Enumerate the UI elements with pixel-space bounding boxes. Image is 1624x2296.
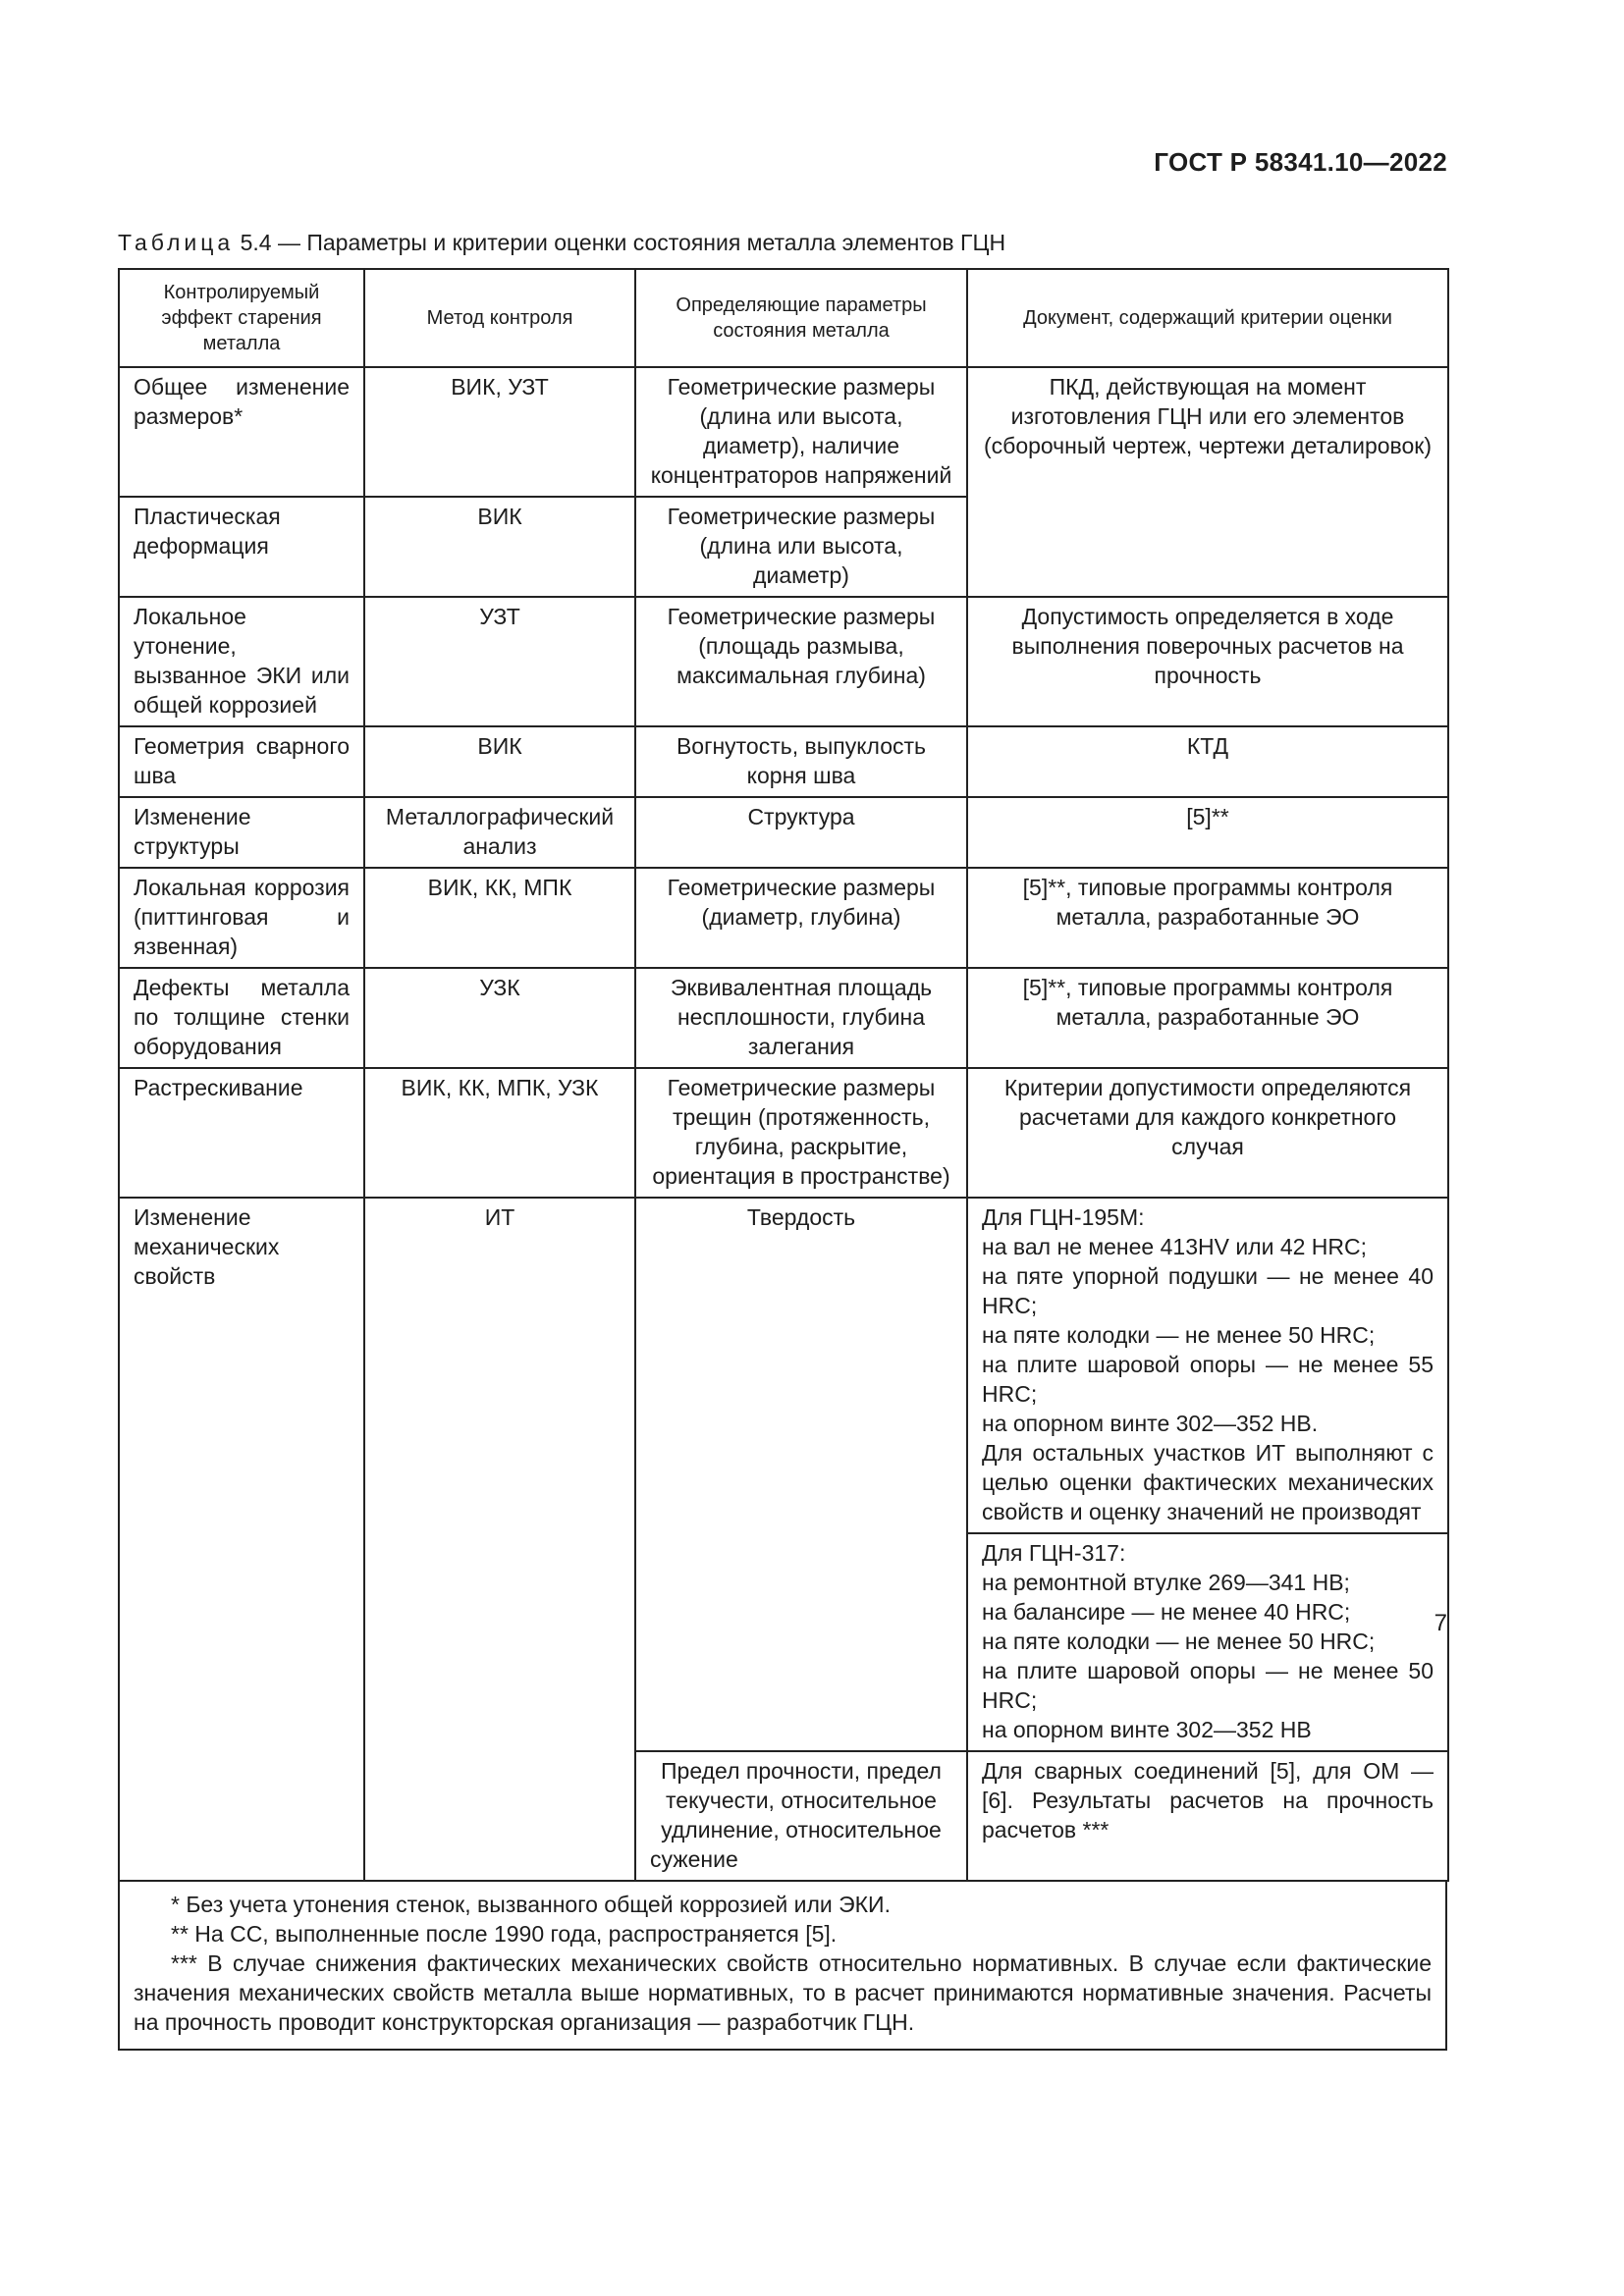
effect-cell: Растрескивание: [119, 1068, 364, 1198]
criteria-table: [118, 268, 1449, 1882]
document-cell: Критерии допустимости определяются расчетами для каждого конкретного случая: [967, 1068, 1448, 1198]
document-cell: [5]**, типовые программы контроля металла, разработанные ЭО: [967, 868, 1448, 968]
effect-cell: Пластическая деформация: [119, 497, 364, 597]
document-cell: [5]**: [967, 797, 1448, 868]
effect-cell: Локальное утонение, вызванное ЭКИ или общей коррозией: [119, 597, 364, 726]
column-header-document: Документ, содержащий критерии оценки: [967, 269, 1448, 367]
params-cell: Геометрические размеры (диаметр, глубина): [635, 868, 967, 968]
params-cell: Эквивалентная площадь несплошности, глубина залегания: [635, 968, 967, 1068]
document-code: ГОСТ Р 58341.10—2022: [1154, 147, 1447, 177]
params-cell-strength: Предел прочности, предел текучести, относительное удлинение, относительное сужение: [635, 1751, 967, 1881]
method-cell: ВИК, КК, МПК: [364, 868, 635, 968]
method-cell: ВИК: [364, 726, 635, 797]
method-cell: УЗТ: [364, 597, 635, 726]
method-cell: ВИК: [364, 497, 635, 597]
table-row: [119, 1198, 1448, 1533]
params-cell: Геометрические размеры (площадь размыва, максимальная глубина): [635, 597, 967, 726]
params-cell: Геометрические размеры (длина или высота, диаметр): [635, 497, 967, 597]
document-cell-gcn-317: Для ГЦН-317: на ремонтной втулке 269—341 НВ; на балансире — не менее 40 HRC; на пяте колодки — не менее 50 HRC; на плите шаровой опоры — не менее 50 HRC; на опорном винте 302—352 НВ: [967, 1533, 1448, 1751]
effect-cell: Изменение механических свойств: [119, 1198, 364, 1881]
column-header-effect: Контролируемый эффект старения металла: [119, 269, 364, 367]
params-cell: Вогнутость, выпуклость корня шва: [635, 726, 967, 797]
table-row: [119, 726, 1448, 797]
table-row: [119, 1068, 1448, 1198]
effect-cell: Локальная коррозия (питтинговая и язвенная): [119, 868, 364, 968]
document-cell-welds: Для сварных соединений [5], для ОМ — [6]. Результаты расчетов на прочность расчетов ***: [967, 1751, 1448, 1881]
table-caption-text: 5.4 — Параметры и критерии оценки состояния металла элементов ГЦН: [240, 230, 1006, 255]
table-footnotes: [118, 1882, 1447, 2051]
method-cell: Металлографический анализ: [364, 797, 635, 868]
effect-cell: Изменение структуры: [119, 797, 364, 868]
effect-cell: Общее изменение размеров*: [119, 367, 364, 497]
table-row: [119, 868, 1448, 968]
footnote-3: *** В случае снижения фактических механических свойств относительно нормативных. В случае если фактические значения механических свойств металла выше нормативных, то в расчет принимаются нормативные значения. Расчеты на прочность проводит конструкторская организация — разработчик ГЦН.: [134, 1950, 1432, 2035]
effect-cell: Геометрия сварного шва: [119, 726, 364, 797]
table-row: [119, 367, 1448, 497]
params-cell: Геометрические размеры трещин (протяженность, глубина, раскрытие, ориентация в пространстве): [635, 1068, 967, 1198]
method-cell: ВИК, КК, МПК, УЗК: [364, 1068, 635, 1198]
params-cell: Твердость: [635, 1198, 967, 1751]
params-cell: Структура: [635, 797, 967, 868]
document-cell: [5]**, типовые программы контроля металла, разработанные ЭО: [967, 968, 1448, 1068]
method-cell: ИТ: [364, 1198, 635, 1881]
column-header-params: Определяющие параметры состояния металла: [635, 269, 967, 367]
document-cell: КТД: [967, 726, 1448, 797]
table-caption: [118, 230, 1005, 256]
document-cell: ПКД, действующая на момент изготовления ГЦН или его элементов (сборочный чертеж, чертежи деталировок): [967, 367, 1448, 597]
table-caption-label: Таблица: [118, 230, 235, 255]
table-row: [119, 597, 1448, 726]
effect-cell: Дефекты металла по толщине стенки оборудования: [119, 968, 364, 1068]
method-cell: ВИК, УЗТ: [364, 367, 635, 497]
footnote-1: * Без учета утонения стенок, вызванного общей коррозией или ЭКИ.: [171, 1892, 891, 1917]
footnote-2: ** На СС, выполненные после 1990 года, распространяется [5].: [171, 1921, 838, 1947]
table-row: [119, 797, 1448, 868]
page-number: 7: [1434, 1610, 1447, 1636]
document-cell-gcn-195m: Для ГЦН-195М: на вал не менее 413HV или 42 HRC; на пяте упорной подушки — не менее 40 HRC; на пяте колодки — не менее 50 HRC; на плите шаровой опоры — не менее 55 HRC; на опорном винте 302—352 НВ. Для остальных участков ИТ выполняют с целью оценки фактических механических свойств и оценку значений не производят: [967, 1198, 1448, 1533]
column-header-method: Метод контроля: [364, 269, 635, 367]
table-row: [119, 968, 1448, 1068]
document-cell: Допустимость определяется в ходе выполнения поверочных расчетов на прочность: [967, 597, 1448, 726]
method-cell: УЗК: [364, 968, 635, 1068]
params-cell: Геометрические размеры (длина или высота, диаметр), наличие концентраторов напряжений: [635, 367, 967, 497]
table-header-row: [119, 269, 1448, 367]
criteria-table-container: [118, 268, 1447, 2051]
